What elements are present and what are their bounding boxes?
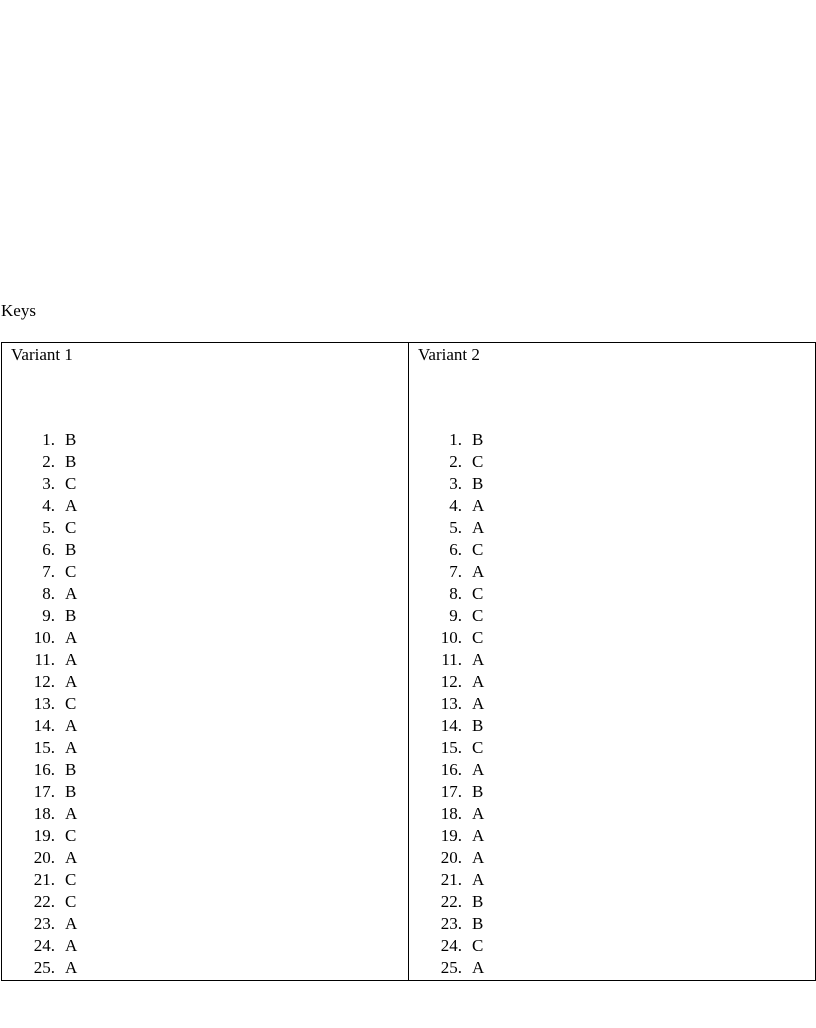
- answer-number: 1.: [42, 430, 55, 449]
- answer-number: 3.: [42, 474, 55, 493]
- answer-item: [409, 517, 484, 539]
- answer-item: [2, 759, 77, 781]
- answer-item: [2, 539, 77, 561]
- answer-letter: C: [65, 474, 77, 493]
- answer-keys-table: [1, 342, 816, 981]
- answer-number: 8.: [449, 584, 462, 603]
- answer-letter: B: [65, 452, 77, 471]
- answer-letter: A: [472, 650, 485, 669]
- variant-1-cell: [2, 343, 409, 981]
- answer-number: 10.: [33, 628, 55, 647]
- answer-number: 22.: [33, 892, 55, 911]
- answer-item: [2, 561, 77, 583]
- variant-1-answer-list: [2, 429, 77, 979]
- answer-number: 10.: [440, 628, 462, 647]
- answer-number: 5.: [449, 518, 462, 537]
- answer-letter: A: [472, 804, 485, 823]
- answer-letter: A: [472, 518, 485, 537]
- answer-number: 2.: [42, 452, 55, 471]
- variant-2-answer-list: [409, 429, 484, 979]
- answer-number: 6.: [449, 540, 462, 559]
- answer-item: [2, 583, 77, 605]
- answer-number: 2.: [449, 452, 462, 471]
- page-heading: Keys: [1, 301, 36, 320]
- answer-letter: A: [65, 848, 78, 867]
- answer-item: [409, 429, 484, 451]
- answer-number: 7.: [42, 562, 55, 581]
- answer-letter: C: [472, 540, 484, 559]
- answer-letter: B: [65, 760, 77, 779]
- answer-item: [2, 715, 77, 737]
- answer-letter: A: [65, 914, 78, 933]
- answer-item: [2, 825, 77, 847]
- answer-item: [409, 847, 484, 869]
- answer-item: [409, 495, 484, 517]
- answer-letter: C: [472, 452, 484, 471]
- answer-item: [2, 935, 77, 957]
- answer-item: [2, 957, 77, 979]
- answer-letter: A: [472, 672, 485, 691]
- answer-number: 12.: [440, 672, 462, 691]
- answer-letter: A: [65, 958, 78, 977]
- answer-letter: C: [472, 628, 484, 647]
- answer-number: 4.: [449, 496, 462, 515]
- answer-number: 8.: [42, 584, 55, 603]
- answer-number: 24.: [33, 936, 55, 955]
- answer-number: 19.: [440, 826, 462, 845]
- answer-number: 12.: [33, 672, 55, 691]
- answer-letter: A: [65, 650, 78, 669]
- answer-letter: A: [472, 562, 485, 581]
- answer-letter: B: [472, 716, 484, 735]
- answer-number: 1.: [449, 430, 462, 449]
- answer-letter: A: [65, 716, 78, 735]
- keys-table-row: [2, 343, 816, 981]
- answer-number: 25.: [33, 958, 55, 977]
- answer-number: 16.: [33, 760, 55, 779]
- answer-number: 13.: [440, 694, 462, 713]
- answer-letter: A: [472, 870, 485, 889]
- answer-item: [2, 517, 77, 539]
- answer-item: [409, 715, 484, 737]
- answer-letter: B: [472, 474, 484, 493]
- answer-letter: A: [472, 848, 485, 867]
- answer-number: 9.: [42, 606, 55, 625]
- answer-number: 25.: [440, 958, 462, 977]
- answer-item: [409, 473, 484, 495]
- answer-number: 16.: [440, 760, 462, 779]
- answer-item: [409, 671, 484, 693]
- answer-item: [2, 913, 77, 935]
- answer-item: [409, 869, 484, 891]
- answer-number: 3.: [449, 474, 462, 493]
- answer-item: [409, 913, 484, 935]
- answer-number: 11.: [441, 650, 462, 669]
- answer-number: 24.: [440, 936, 462, 955]
- answer-letter: C: [65, 892, 77, 911]
- answer-item: [409, 627, 484, 649]
- answer-number: 14.: [33, 716, 55, 735]
- answer-letter: C: [472, 936, 484, 955]
- answer-number: 21.: [440, 870, 462, 889]
- answer-number: 6.: [42, 540, 55, 559]
- answer-number: 4.: [42, 496, 55, 515]
- answer-number: 23.: [33, 914, 55, 933]
- answer-number: 11.: [34, 650, 55, 669]
- answer-item: [2, 473, 77, 495]
- answer-letter: B: [65, 540, 77, 559]
- answer-letter: C: [472, 606, 484, 625]
- answer-letter: C: [65, 518, 77, 537]
- answer-number: 17.: [33, 782, 55, 801]
- variant-2-title: Variant 2: [418, 345, 480, 364]
- answer-number: 14.: [440, 716, 462, 735]
- answer-item: [409, 539, 484, 561]
- answer-letter: B: [472, 782, 484, 801]
- answer-number: 19.: [33, 826, 55, 845]
- answer-item: [2, 869, 77, 891]
- answer-number: 5.: [42, 518, 55, 537]
- answer-letter: A: [65, 672, 78, 691]
- answer-number: 21.: [33, 870, 55, 889]
- variant-1-title: Variant 1: [11, 345, 73, 364]
- answer-item: [409, 781, 484, 803]
- answer-item: [409, 583, 484, 605]
- answer-letter: A: [65, 628, 78, 647]
- answer-item: [409, 759, 484, 781]
- variant-2-cell: [409, 343, 816, 981]
- answer-number: 23.: [440, 914, 462, 933]
- answer-item: [409, 957, 484, 979]
- answer-item: [409, 737, 484, 759]
- answer-item: [409, 649, 484, 671]
- answer-letter: A: [472, 694, 485, 713]
- answer-letter: A: [472, 760, 485, 779]
- answer-item: [409, 935, 484, 957]
- answer-letter: A: [65, 738, 78, 757]
- answer-letter: C: [472, 584, 484, 603]
- answer-item: [409, 605, 484, 627]
- answer-item: [2, 781, 77, 803]
- answer-letter: A: [65, 936, 78, 955]
- answer-item: [2, 451, 77, 473]
- answer-letter: B: [472, 892, 484, 911]
- answer-item: [2, 803, 77, 825]
- answer-item: [409, 891, 484, 913]
- answer-letter: C: [65, 694, 77, 713]
- answer-number: 15.: [440, 738, 462, 757]
- answer-item: [409, 803, 484, 825]
- answer-letter: C: [65, 562, 77, 581]
- answer-letter: C: [65, 870, 77, 889]
- answer-number: 18.: [33, 804, 55, 823]
- answer-item: [2, 605, 77, 627]
- answer-number: 18.: [440, 804, 462, 823]
- answer-item: [2, 627, 77, 649]
- answer-letter: B: [65, 782, 77, 801]
- answer-letter: A: [65, 496, 78, 515]
- answer-letter: A: [65, 804, 78, 823]
- answer-letter: C: [65, 826, 77, 845]
- answer-letter: A: [65, 584, 78, 603]
- answer-item: [2, 847, 77, 869]
- answer-number: 22.: [440, 892, 462, 911]
- answer-item: [2, 429, 77, 451]
- answer-number: 9.: [449, 606, 462, 625]
- answer-number: 20.: [440, 848, 462, 867]
- answer-item: [409, 825, 484, 847]
- answer-item: [409, 451, 484, 473]
- answer-letter: B: [472, 914, 484, 933]
- answer-item: [2, 495, 77, 517]
- answer-letter: A: [472, 826, 485, 845]
- answer-letter: C: [472, 738, 484, 757]
- answer-letter: B: [65, 606, 77, 625]
- answer-item: [2, 671, 77, 693]
- answer-number: 15.: [33, 738, 55, 757]
- answer-letter: A: [472, 496, 485, 515]
- answer-item: [2, 649, 77, 671]
- answer-number: 13.: [33, 694, 55, 713]
- answer-letter: B: [65, 430, 77, 449]
- answer-letter: B: [472, 430, 484, 449]
- answer-number: 20.: [33, 848, 55, 867]
- answer-number: 17.: [440, 782, 462, 801]
- answer-item: [409, 693, 484, 715]
- answer-item: [409, 561, 484, 583]
- answer-item: [2, 693, 77, 715]
- answer-item: [2, 891, 77, 913]
- answer-letter: A: [472, 958, 485, 977]
- answer-item: [2, 737, 77, 759]
- answer-number: 7.: [449, 562, 462, 581]
